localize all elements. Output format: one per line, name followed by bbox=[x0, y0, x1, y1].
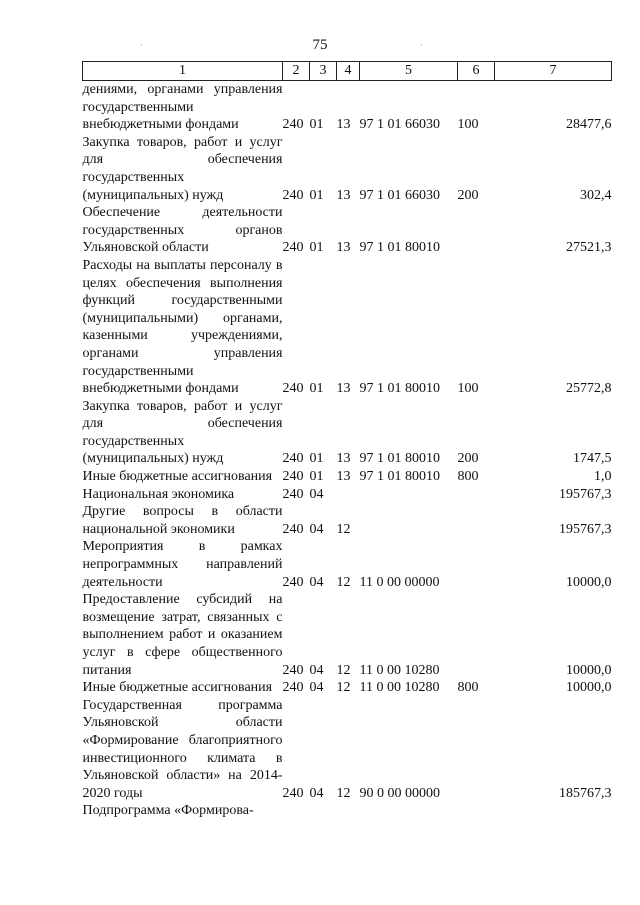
row-amount: 195767,3 bbox=[559, 521, 612, 537]
row-ministry: 240 bbox=[282, 574, 304, 590]
row-name: Мероприятия в рамках непрограммных направлений деятельности bbox=[82, 539, 283, 590]
column-header: 5 bbox=[360, 62, 458, 81]
row-expense-type bbox=[458, 697, 495, 803]
row-subsection bbox=[337, 802, 360, 820]
row-expense-type bbox=[458, 486, 495, 504]
row-ministry: 240 bbox=[282, 469, 304, 485]
table-row bbox=[83, 204, 612, 257]
row-target-article: 97 1 01 66030 bbox=[359, 187, 440, 203]
row-subsection: 13 bbox=[336, 240, 351, 256]
table-row bbox=[83, 134, 612, 204]
row-name: Другие вопросы в области национальной экономики bbox=[82, 504, 283, 537]
row-subsection: 13 bbox=[336, 469, 351, 485]
row-name: дениями, органами управления государственными внебюджетными фондами bbox=[82, 82, 283, 133]
row-section: 04 bbox=[309, 486, 324, 502]
row-expense-type: 100 bbox=[457, 117, 479, 133]
row-target-article bbox=[360, 802, 458, 820]
table-row bbox=[83, 538, 612, 591]
page-number: 75 bbox=[312, 37, 328, 53]
row-subsection: 13 bbox=[336, 187, 351, 203]
row-subsection: 13 bbox=[336, 381, 351, 397]
row-amount: 1,0 bbox=[594, 469, 612, 485]
row-ministry: 240 bbox=[282, 785, 304, 801]
row-expense-type bbox=[458, 204, 495, 257]
scan-dot: · bbox=[420, 40, 423, 50]
row-amount: 1747,5 bbox=[573, 451, 612, 467]
row-subsection: 12 bbox=[336, 680, 351, 696]
row-target-article: 11 0 00 10280 bbox=[359, 662, 440, 678]
row-ministry: 240 bbox=[282, 486, 304, 502]
row-target-article: 97 1 01 80010 bbox=[359, 451, 440, 467]
row-expense-type bbox=[458, 591, 495, 679]
row-section: 04 bbox=[309, 521, 324, 537]
row-ministry: 240 bbox=[282, 521, 304, 537]
row-ministry: 240 bbox=[282, 451, 304, 467]
row-section: 04 bbox=[309, 662, 324, 678]
row-expense-type bbox=[458, 538, 495, 591]
row-target-article bbox=[360, 503, 458, 538]
row-ministry bbox=[283, 802, 310, 820]
row-subsection: 12 bbox=[336, 574, 351, 590]
row-section: 01 bbox=[309, 240, 324, 256]
scan-dot: · bbox=[140, 40, 143, 50]
row-expense-type: 800 bbox=[457, 469, 479, 485]
row-amount: 25772,8 bbox=[566, 381, 612, 397]
row-subsection: 13 bbox=[336, 451, 351, 467]
row-target-article: 11 0 00 00000 bbox=[359, 574, 440, 590]
table-row bbox=[83, 697, 612, 803]
row-target-article: 90 0 00 00000 bbox=[359, 785, 440, 801]
row-ministry: 240 bbox=[282, 240, 304, 256]
row-subsection: 12 bbox=[336, 521, 351, 537]
row-expense-type bbox=[458, 503, 495, 538]
row-section: 01 bbox=[309, 469, 324, 485]
table-row bbox=[83, 468, 612, 486]
row-ministry: 240 bbox=[282, 117, 304, 133]
row-name: Государственная программа Ульяновской области «Формирование благоприятного инвестиционного климата в Ульяновской области» на 2014-2020 годы bbox=[82, 697, 283, 801]
column-header: 7 bbox=[495, 62, 612, 81]
row-expense-type bbox=[458, 802, 495, 820]
row-section: 01 bbox=[309, 117, 324, 133]
row-ministry: 240 bbox=[282, 381, 304, 397]
row-section: 04 bbox=[309, 785, 324, 801]
table-row bbox=[83, 802, 612, 820]
row-subsection: 12 bbox=[336, 662, 351, 678]
row-section: 01 bbox=[309, 187, 324, 203]
row-ministry: 240 bbox=[282, 662, 304, 678]
row-amount: 27521,3 bbox=[566, 240, 612, 256]
row-name: Иные бюджетные ассигнования bbox=[82, 680, 273, 696]
row-section: 01 bbox=[309, 451, 324, 467]
row-target-article: 97 1 01 80010 bbox=[359, 381, 440, 397]
table-row bbox=[83, 81, 612, 134]
table-row bbox=[83, 398, 612, 468]
column-header: 4 bbox=[337, 62, 360, 81]
row-section: 01 bbox=[309, 381, 324, 397]
column-header: 3 bbox=[310, 62, 337, 81]
table-row bbox=[83, 486, 612, 504]
row-name: Предоставление субсидий на возмещение затрат, связанных с выполнением работ и оказанием услуг в сфере общественного питания bbox=[82, 592, 283, 678]
row-target-article: 97 1 01 80010 bbox=[359, 240, 440, 256]
column-header: 2 bbox=[283, 62, 310, 81]
row-name: Закупка товаров, работ и услуг для обеспечения государственных (муниципальных) нужд bbox=[82, 398, 283, 467]
column-header: 6 bbox=[458, 62, 495, 81]
row-section: 04 bbox=[309, 574, 324, 590]
row-expense-type: 200 bbox=[457, 187, 479, 203]
row-name: Подпрограмма «Формирова- bbox=[82, 803, 254, 819]
row-expense-type: 100 bbox=[457, 381, 479, 397]
row-section: 04 bbox=[309, 680, 324, 696]
row-name: Национальная экономика bbox=[82, 486, 235, 502]
row-name: Закупка товаров, работ и услуг для обеспечения государственных (муниципальных) нужд bbox=[82, 134, 283, 203]
row-amount: 10000,0 bbox=[566, 662, 612, 678]
budget-table bbox=[82, 61, 612, 820]
column-header: 1 bbox=[83, 62, 283, 81]
table-row bbox=[83, 591, 612, 679]
table-row bbox=[83, 503, 612, 538]
row-section bbox=[310, 802, 337, 820]
table-row bbox=[83, 257, 612, 398]
row-name: Иные бюджетные ассигнования bbox=[82, 469, 273, 485]
row-amount: 302,4 bbox=[580, 187, 612, 203]
row-expense-type: 800 bbox=[457, 680, 479, 696]
row-ministry: 240 bbox=[282, 680, 304, 696]
row-amount bbox=[495, 802, 612, 820]
header-row bbox=[83, 62, 612, 81]
row-name: Обеспечение деятельности государственных органов Ульяновской области bbox=[82, 205, 283, 256]
row-amount: 195767,3 bbox=[559, 486, 612, 502]
row-target-article: 97 1 01 66030 bbox=[359, 117, 440, 133]
table-row bbox=[83, 679, 612, 697]
row-amount: 10000,0 bbox=[566, 680, 612, 696]
row-subsection: 13 bbox=[336, 117, 351, 133]
row-amount: 28477,6 bbox=[566, 117, 612, 133]
row-amount: 185767,3 bbox=[559, 785, 612, 801]
row-subsection: 12 bbox=[336, 785, 351, 801]
row-expense-type: 200 bbox=[457, 451, 479, 467]
row-ministry: 240 bbox=[282, 187, 304, 203]
row-target-article: 97 1 01 80010 bbox=[359, 469, 440, 485]
row-target-article: 11 0 00 10280 bbox=[359, 680, 440, 696]
row-target-article bbox=[360, 486, 458, 504]
row-subsection bbox=[337, 486, 360, 504]
row-amount: 10000,0 bbox=[566, 574, 612, 590]
row-name: Расходы на выплаты персоналу в целях обеспечения выполнения функций государственными (муниципальными) органами, казенными учреждениями, органами управления государственными внебюджетными фондами bbox=[82, 257, 283, 397]
